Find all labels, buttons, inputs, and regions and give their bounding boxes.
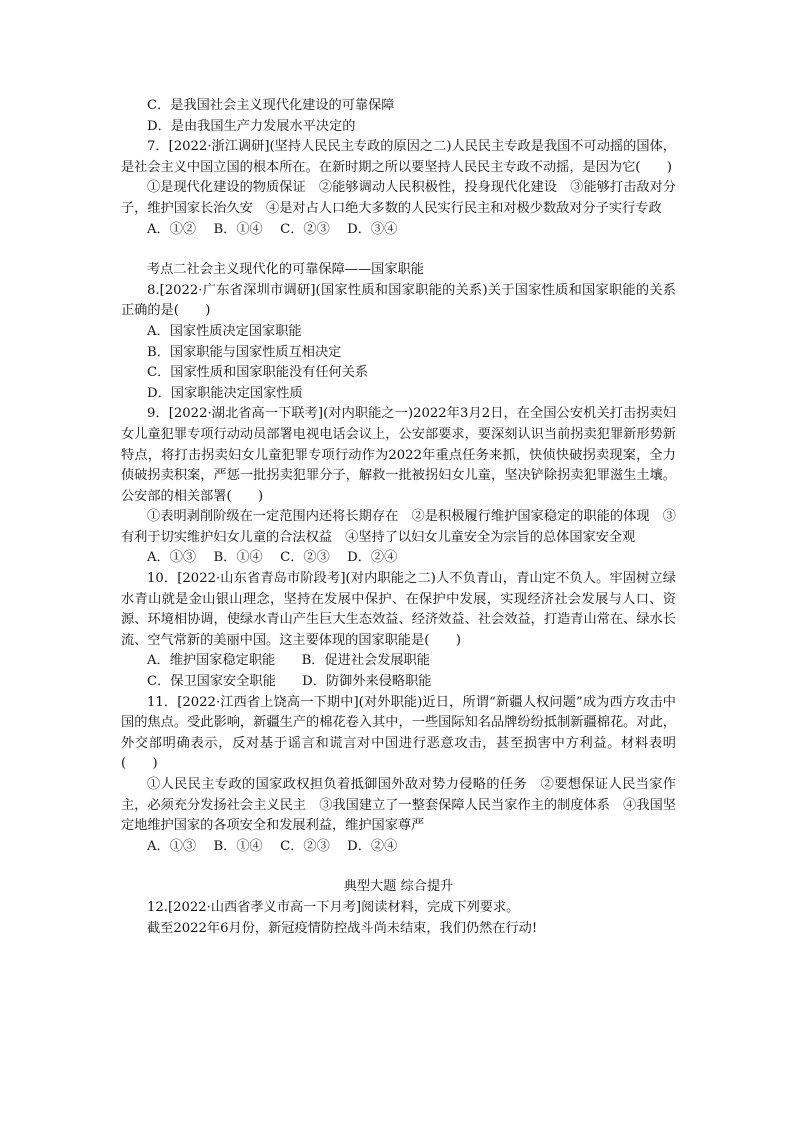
question-11-stem: 11．[2022·江西省上饶高一下期中](对外职能)近日，所谓“新疆人权问题”成为西方攻击中国的焦点。受此影响，新疆生产的棉花卷入其中，一些国际知名品牌纷纷抵制新疆棉花。对此，外交部明确表示，反对基于谣言和谎言对中国进行恶意攻击，甚至损害中方利益。材料表明( )	[121, 694, 676, 772]
question-10-stem: 10．[2022·山东省青岛市阶段考](对内职能之二)人不负青山，青山定不负人。牢固树立绿水青山就是金山银山理念，坚持在发展中保护、在保护中发展，实现经济社会发展与人口、资源、环境相协调，使绿水青山产生巨大生态效益、经济效益、社会效益，打造青山常在、绿水长流、空气常新的美丽中国。这主要体现的国家职能是( )	[121, 571, 676, 648]
question-11-statements: ①人民民主专政的国家政权担负着抵御国外敌对势力侵略的任务 ②要想保证人民当家作主，必须充分发扬社会主义民主 ③我国建立了一整套保障人民当家作主的制度体系 ④我国坚定地维护国家的各项安全和发展利益，维护国家尊严	[121, 777, 676, 834]
question-8-stem: 8.[2022·广东省深圳市调研](国家性质和国家职能的关系)关于国家性质和国家职能的关系正确的是( )	[121, 282, 676, 319]
question-7-options: A．①② B．①④ C．②③ D．③④	[147, 221, 398, 237]
question-8-option-a: A．国家性质决定国家职能	[147, 323, 302, 339]
question-12-material: 截至2022年6月份，新冠疫情防控战斗尚未结束，我们仍然在行动!	[147, 920, 538, 936]
question-9-options: A．①③ B．①④ C．②③ D．②④	[147, 550, 398, 566]
question-7-stem: 7．[2022·浙江调研](坚持人民民主专政的原因之二)人民民主专政是我国不可动摇的国体，是社会主义中国立国的根本所在。在新时期之所以要坚持人民民主专政不动摇，是因为它( )	[121, 139, 676, 175]
q6-option-d: D．是由我国生产力发展水平决定的	[147, 118, 356, 134]
section-heading-point-2: 考点二社会主义现代化的可靠保障——国家职能	[147, 262, 424, 278]
question-7-statements: ①是现代化建设的物质保证 ②能够调动人民积极性，投身现代化建设 ③能够打击敌对分子，维护国家长治久安 ④是对占人口绝大多数的人民实行民主和对极少数敌对分子实行专政	[121, 180, 676, 216]
question-8-option-d: D．国家职能决定国家性质	[147, 385, 303, 401]
question-12-stem: 12.[2022·山西省孝义市高一下月考]阅读材料，完成下列要求。	[147, 899, 520, 915]
question-8-option-c: C．国家性质和国家职能没有任何关系	[147, 365, 369, 381]
spacer	[121, 857, 676, 877]
document-body	[121, 96, 676, 939]
question-10-options-cd: C．保卫国家安全职能 D．防御外来侵略职能	[147, 674, 432, 690]
question-10-options-ab: A．维护国家稳定职能 B．促进社会发展职能	[147, 653, 430, 669]
question-9-statements: ①表明剥削阶级在一定范围内还将长期存在 ②是积极履行维护国家稳定的职能的体现 ③有利于切实维护妇女儿童的合法权益 ④坚持了以妇女儿童安全为宗旨的总体国家安全观	[121, 509, 676, 545]
question-9-stem: 9．[2022·湖北省高一下联考](对内职能之一)2022年3月2日，在全国公安机关打击拐卖妇女儿童犯罪专项行动动员部署电视电话会议上，公安部要求，要深刻认识当前拐卖犯罪新形势新特点，将打击拐卖妇女儿童犯罪专项行动作为2022年重点任务来抓，快侦快破拐卖现案，全力侦破拐卖积案，严惩一批拐卖犯罪分子，解救一批被拐妇女儿童，坚决铲除拐卖犯罪滋生土壤。公安部的相关部署( )	[121, 406, 676, 504]
q6-option-c: C．是我国社会主义现代化建设的可靠保障	[147, 98, 395, 113]
spacer	[121, 240, 676, 260]
section-heading-comprehensive: 典型大题 综合提升	[343, 879, 454, 895]
question-8-option-b: B．国家职能与国家性质互相决定	[147, 344, 342, 360]
question-11-options: A．①③ B．①④ C．②③ D．②④	[147, 838, 398, 854]
